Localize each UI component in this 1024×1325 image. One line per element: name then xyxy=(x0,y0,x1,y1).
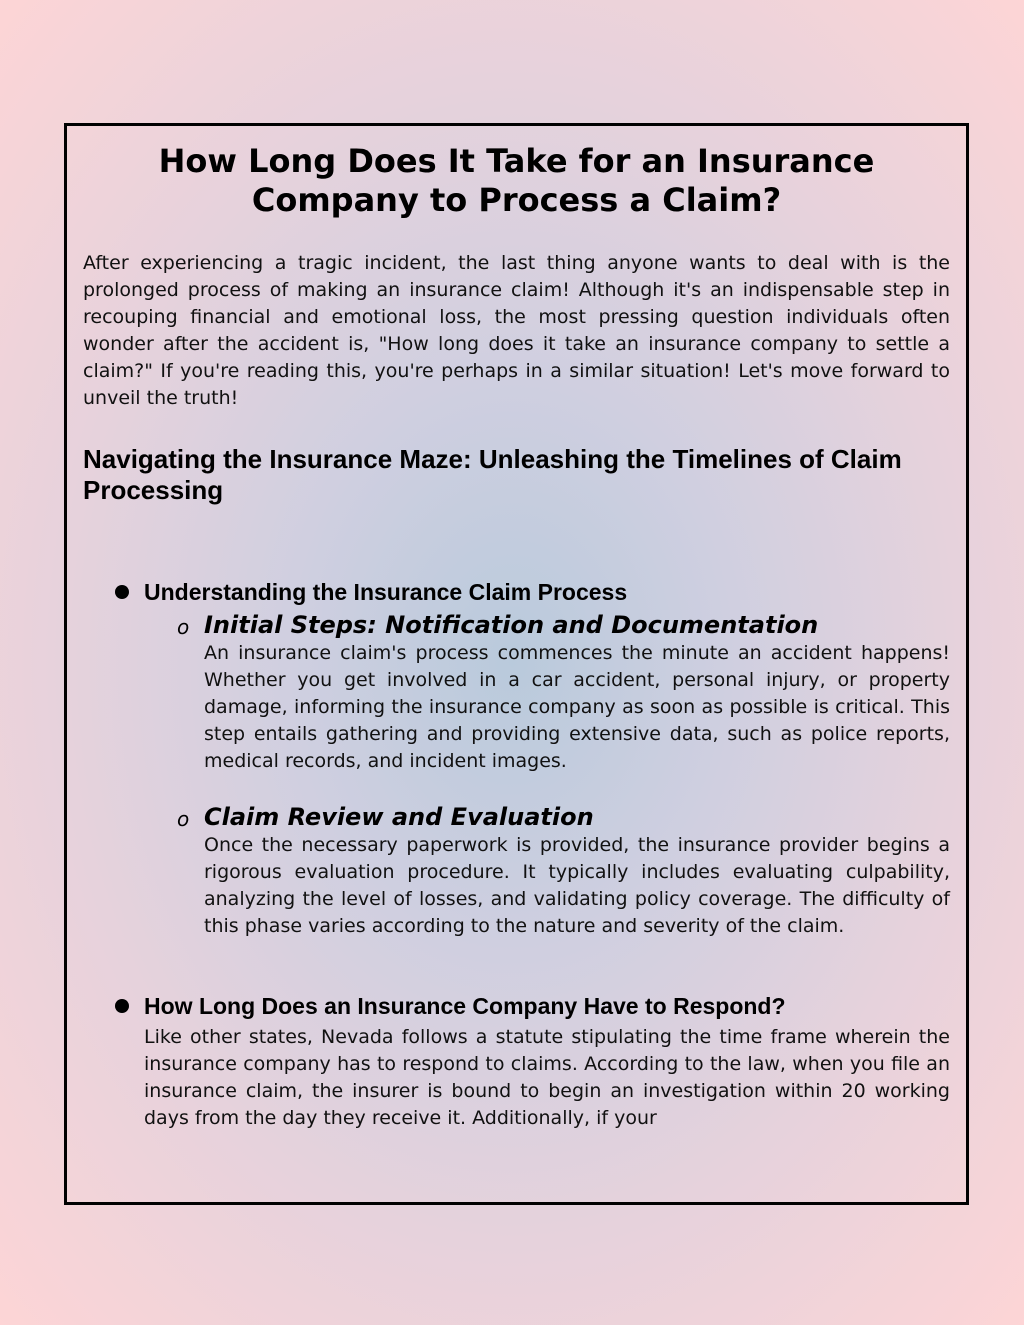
list-item xyxy=(83,578,950,940)
bullet-disc-icon xyxy=(115,999,129,1013)
subsection-title: Claim Review and Evaluation xyxy=(204,803,594,831)
bullet-disc-icon xyxy=(115,585,129,599)
subsection-title: Initial Steps: Notification and Documentation xyxy=(204,611,819,639)
document-page xyxy=(64,123,969,1205)
subsection-text: Once the necessary paperwork is provided, the insurance provider begins a rigorous evaluation procedure. It typically includes evaluating culpability, analyzing the level of losses, and validating policy coverage. The difficulty of this phase varies according to the nature and severity of the claim. xyxy=(204,834,950,937)
intro-paragraph: After experiencing a tragic incident, the last thing anyone wants to deal with is the prolonged process of making an insurance claim! Although it's an indispensable step in recouping financial and emotional loss, the most pressing question individuals often wonder after the accident is, "How long does it take an insurance company to settle a claim?" If you're reading this, you're perhaps in a similar situation! Let's move forward to unveil the truth! xyxy=(83,252,950,409)
bullet-text: Like other states, Nevada follows a statute stipulating the time frame wherein the insurance company has to respond to claims. According to the law, when you file an insurance claim, the insurer is bound to begin an investigation within 20 working days from the day they receive it. Additionally, if your xyxy=(144,1026,950,1129)
bullet-title: How Long Does an Insurance Company Have to Respond? xyxy=(144,993,786,1019)
section-heading: Navigating the Insurance Maze: Unleashing the Timelines of Claim Processing xyxy=(83,444,902,505)
page-title: How Long Does It Take for an Insurance Company to Process a Claim? xyxy=(158,142,875,219)
document-content xyxy=(83,126,950,1132)
sub-list-item xyxy=(144,802,950,940)
bullet-title: Understanding the Insurance Claim Process xyxy=(144,579,628,605)
subsection-text: An insurance claim's process commences the minute an accident happens! Whether you get involved in a car accident, personal injury, or property damage, informing the insurance company as soon as possible is critical. This step entails gathering and providing extensive data, such as police reports, medical records, and incident images. xyxy=(204,642,950,772)
circle-bullet-icon: o xyxy=(177,615,190,639)
circle-bullet-icon: o xyxy=(177,807,190,831)
sub-list-item xyxy=(144,610,950,775)
list-item xyxy=(83,992,950,1132)
